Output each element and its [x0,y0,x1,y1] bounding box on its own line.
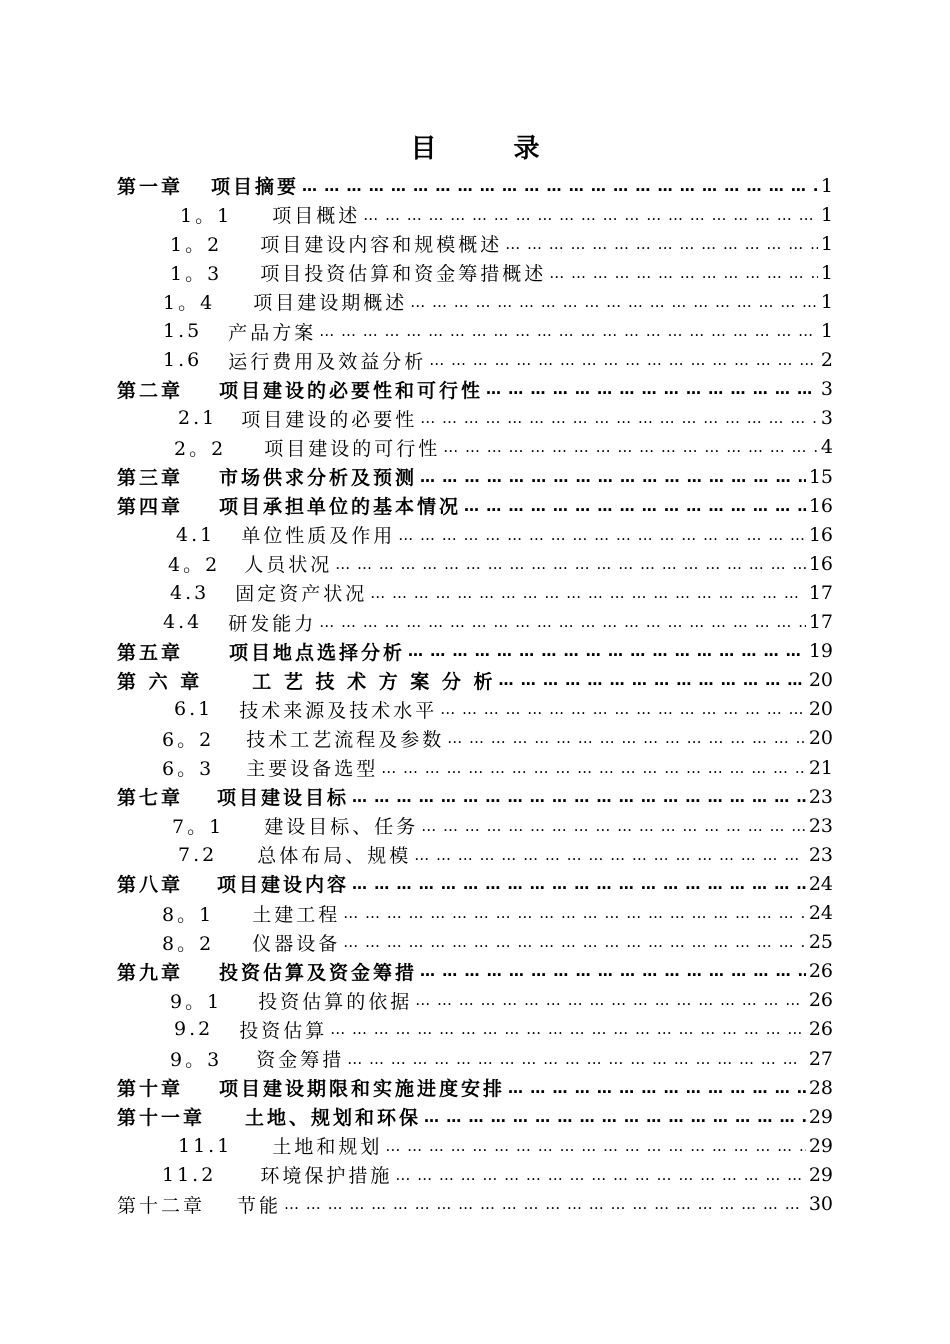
toc-entry-page-number: 23 [808,843,833,866]
toc-entry-number: 9.2 [174,1018,214,1041]
toc-entry-number: 第十一章 [117,1107,206,1130]
toc-entry[interactable] [172,811,833,840]
toc-entry[interactable] [117,637,833,666]
dot-leader [398,524,806,546]
dot-leader [302,175,818,197]
dot-leader [549,262,818,284]
toc-entry-title: 市场供求分析及预测 [219,467,418,489]
toc-entry-title: 投资估算的依据 [258,990,413,1013]
toc-entry-title: 土建工程 [252,903,341,926]
toc-entry[interactable] [176,520,833,549]
toc-entry[interactable] [117,1073,833,1102]
dot-leader [414,844,806,866]
toc-entry-number: 1。4 [163,292,216,315]
toc-entry-page-number: 4 [820,436,833,459]
dot-leader [363,204,818,226]
toc-entry[interactable] [117,171,833,200]
toc-entry[interactable] [117,462,833,491]
toc-entry-number: 7。1 [172,816,225,839]
toc-entry-page-number: 1 [820,203,833,226]
toc-entry-page-number: 1 [820,232,833,255]
toc-entry-title: 项目建设内容 [217,874,350,897]
toc-entry-number: 1.5 [163,320,203,342]
dot-leader [429,349,818,371]
toc-entry-title: 投资估算及资金筹措 [219,961,418,984]
toc-entry-number: 6。3 [162,758,215,780]
dot-leader [330,1018,806,1040]
toc-entry-number: 1。2 [170,234,223,257]
toc-entry-number: 第 六 章 [117,670,203,693]
toc-entry[interactable] [174,1015,833,1044]
toc-entry-number: 2。2 [174,437,227,460]
toc-entry-number: 第一章 [117,176,184,198]
toc-entry-page-number: 1 [820,290,833,313]
toc-entry-page-number: 20 [808,669,833,692]
toc-entry[interactable] [117,1102,833,1131]
toc-entry[interactable] [117,869,833,898]
toc-entry-page-number: 1 [820,261,833,284]
dot-leader [352,786,806,808]
toc-entry-title: 投资估算 [239,1019,328,1042]
dot-leader [319,320,818,342]
toc-entry-number: 第七章 [117,787,184,810]
toc-entry-page-number: 3 [820,378,833,401]
toc-entry-number: 4。2 [168,554,221,577]
dot-leader [464,495,806,517]
toc-entry[interactable] [170,258,833,287]
toc-entry-title: 产品方案 [228,321,317,344]
toc-entry[interactable] [170,229,833,258]
toc-entry-page-number: 26 [808,989,833,1012]
dot-leader [381,757,806,779]
toc-entry-title: 工 艺 技 术 方 案 分 析 [252,670,496,693]
dot-leader [443,436,818,458]
toc-entry-page-number: 29 [808,1134,833,1157]
dot-leader [420,466,806,488]
dot-leader [395,1164,805,1186]
toc-entry-title: 单位性质及作用 [241,525,396,548]
toc-entry-number: 第十章 [117,1078,184,1101]
toc-entry[interactable] [117,666,833,695]
toc-entry-page-number: 29 [808,1105,833,1128]
toc-entry-number: 8。1 [162,903,215,926]
toc-entry-title: 项目概述 [272,205,361,228]
toc-entry-title: 节能 [237,1194,282,1217]
toc-entry-page-number: 15 [808,465,833,488]
toc-entry[interactable] [170,1044,833,1073]
toc-entry-page-number: 16 [808,523,833,546]
toc-entry-title: 项目投资估算和资金筹措概述 [260,263,547,286]
toc-entry-title: 主要设备选型 [246,758,379,780]
toc-entry-page-number: 20 [808,727,833,750]
toc-entry-title: 总体布局、规模 [257,845,412,868]
toc-entry[interactable] [163,287,833,316]
toc-entry-number: 4.3 [170,581,210,604]
toc-entry-page-number: 1 [820,174,833,197]
dot-leader [352,873,806,895]
toc-entry[interactable] [170,578,833,607]
toc-entry-title: 人员状况 [244,554,333,577]
toc-entry-title: 土地、规划和环保 [245,1107,422,1130]
toc-entry-title: 土地和规划 [272,1136,383,1159]
toc-entry-number: 第八章 [117,874,184,897]
toc-entry[interactable] [178,840,833,869]
toc-entry-title: 项目建设期概述 [253,292,408,315]
dot-leader [447,727,806,749]
toc-entry-number: 第九章 [117,961,184,984]
toc-entry-page-number: 25 [808,931,833,954]
toc-entry[interactable] [174,433,833,462]
toc-entry[interactable] [117,782,833,811]
toc-entry[interactable] [162,724,833,753]
toc-entry[interactable] [117,957,833,986]
toc-entry-title: 资金筹措 [256,1049,345,1071]
toc-entry[interactable] [168,549,833,578]
toc-entry-page-number: 26 [808,960,833,983]
toc-entry[interactable] [162,1160,833,1189]
toc-entry-number: 第十二章 [117,1194,206,1217]
toc-entry-title: 项目地点选择分析 [229,641,406,664]
toc-entry[interactable] [162,899,833,928]
dot-leader [335,553,806,575]
dot-leader [370,582,806,604]
toc-entry-page-number: 1 [820,320,833,342]
toc-entry-page-number: 27 [808,1047,833,1070]
toc-entry[interactable] [163,608,833,637]
toc-entry-number: 4.1 [176,523,216,546]
toc-entry-number: 6.1 [174,698,214,721]
dot-leader [343,902,806,924]
dot-leader [424,1106,806,1128]
dot-leader [408,640,806,662]
toc-entry-title: 建设目标、任务 [264,816,419,839]
toc-entry-number: 8。2 [162,932,215,955]
toc-entry-title: 项目承担单位的基本情况 [219,496,462,519]
toc-entry-page-number: 28 [808,1076,833,1099]
toc-entry-title: 技术来源及技术水平 [239,699,438,722]
dot-leader [420,407,818,429]
toc-entry-title: 项目摘要 [211,176,300,198]
toc-entry-number: 第四章 [117,496,184,519]
dot-leader [440,698,806,720]
toc-entry[interactable] [180,200,833,229]
toc-entry-page-number: 17 [808,611,833,633]
dot-leader [415,989,806,1011]
toc-entry-page-number: 23 [808,814,833,837]
toc-entry-page-number: 19 [808,640,833,663]
dot-leader [385,1135,805,1157]
dot-leader [508,1077,806,1099]
dot-leader [486,378,818,400]
toc-entry-number: 4.4 [163,611,203,633]
toc-entry-page-number: 24 [808,902,833,924]
toc-entry-number: 9。1 [170,990,223,1013]
toc-entry-page-number: 24 [808,872,833,895]
page-title: 目 录 [410,134,574,164]
toc-entry[interactable] [178,1131,833,1160]
toc-entry[interactable] [162,928,833,957]
toc-entry-title: 项目建设期限和实施进度安排 [219,1078,506,1101]
toc-entry-page-number: 2 [820,349,833,372]
dot-leader [421,815,806,837]
dot-leader [347,1048,806,1070]
toc-entry-number: 第二章 [117,379,184,402]
toc-entry-page-number: 20 [808,698,833,721]
toc-entry-title: 项目建设的必要性 [241,408,418,431]
toc-entry-number: 9。3 [170,1049,223,1071]
toc-entry[interactable] [174,695,833,724]
dot-leader [284,1193,806,1215]
toc-entry-title: 项目建设的可行性 [264,437,441,460]
toc-entry-number: 第五章 [117,641,184,664]
toc-entry[interactable] [117,375,833,404]
toc-entry[interactable] [117,491,833,520]
toc-entry-title: 项目建设目标 [217,787,350,810]
toc-entry-page-number: 23 [808,785,833,808]
toc-entry[interactable] [170,986,833,1015]
toc-entry-page-number: 16 [808,494,833,517]
toc-entry[interactable] [117,1190,833,1219]
toc-entry-title: 研发能力 [228,612,317,635]
toc-entry[interactable] [163,317,833,346]
toc-entry-number: 1。1 [180,205,233,228]
dot-leader [499,669,806,691]
toc-entry-number: 11.1 [178,1134,233,1157]
toc-entry-title: 技术工艺流程及参数 [246,728,445,751]
toc-entry-page-number: 30 [808,1193,833,1215]
toc-entry-page-number: 26 [808,1018,833,1041]
toc-entry-number: 11.2 [162,1163,217,1186]
toc-entry-title: 固定资产状况 [235,583,368,606]
toc-entry-title: 运行费用及效益分析 [228,350,427,373]
toc-entry-page-number: 29 [808,1163,833,1186]
dot-leader [343,931,806,953]
toc-entry-number: 2.1 [178,407,218,430]
dot-leader [319,611,806,633]
toc-entry-number: 6。2 [162,728,215,751]
toc-entry-title: 环境保护措施 [260,1165,393,1188]
toc-entry[interactable] [163,346,833,375]
dot-leader [420,960,806,982]
toc-entry[interactable] [162,753,833,782]
toc-entry-number: 7.2 [178,843,218,866]
toc-entry-title: 项目建设内容和规模概述 [260,234,503,257]
toc-entry-page-number: 16 [808,552,833,575]
dot-leader [505,233,818,255]
toc-entry-number: 1。3 [170,263,223,286]
toc-entry[interactable] [178,404,833,433]
toc-entry-title: 仪器设备 [252,932,341,955]
toc-entry-page-number: 21 [808,756,833,779]
toc-entry-number: 第三章 [117,467,184,489]
dot-leader [410,291,818,313]
toc-entry-page-number: 17 [808,581,833,604]
toc-entry-title: 项目建设的必要性和可行性 [219,379,484,402]
toc-entry-page-number: 3 [820,407,833,430]
toc-entry-number: 1.6 [163,349,203,372]
